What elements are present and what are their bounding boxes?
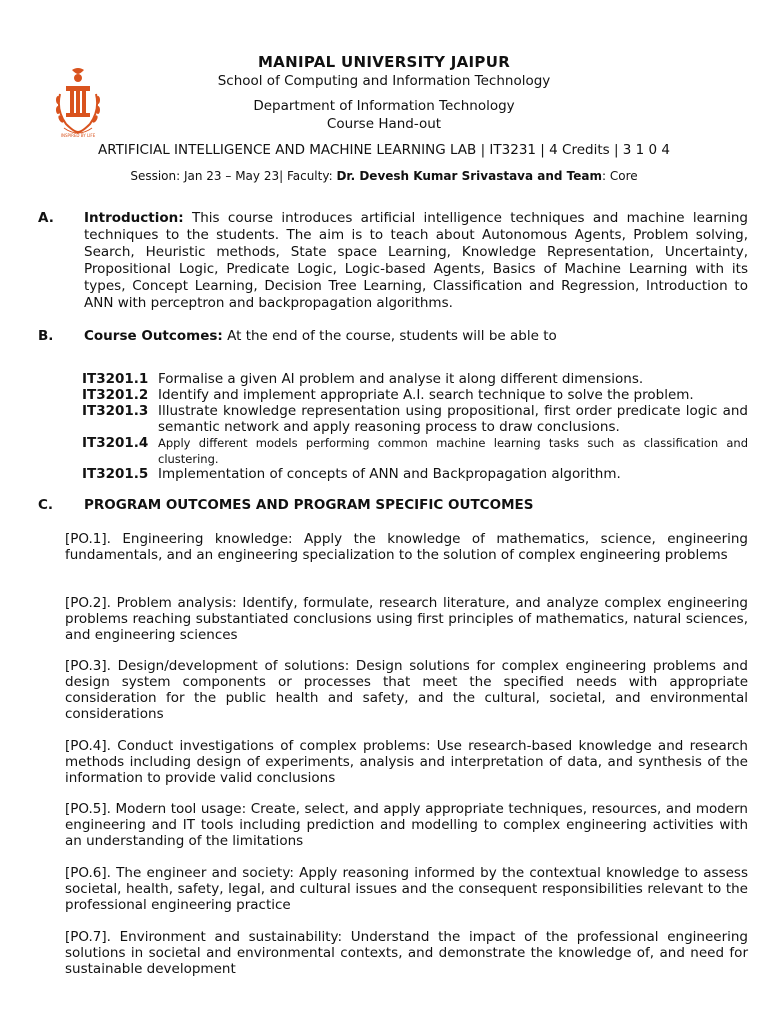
course-outcomes-lead: At the end of the course, students will be able to (222, 328, 557, 344)
svg-text:INSPIRED BY LIFE: INSPIRED BY LIFE (60, 133, 96, 138)
section-letter: C. (38, 497, 54, 513)
introduction-title: Introduction: (84, 210, 184, 226)
session-prefix: Session: Jan 23 – May 23| Faculty: (130, 169, 337, 183)
outcome-code: IT3201.2 (82, 387, 149, 403)
section-letter: B. (38, 328, 54, 344)
outcome-text: Apply different models performing common machine learning tasks such as classification and clustering. (158, 436, 748, 466)
program-outcome-item: [PO.1]. Engineering knowledge: Apply the knowledge of mathematics, science, engineering fundamentals, and an engineering specialization to the solution of complex engineering problems (65, 531, 748, 563)
outcome-text: Formalise a given AI problem and analyse it along different dimensions. (158, 371, 644, 387)
course-outcome-item (82, 403, 748, 435)
program-outcome-item: [PO.5]. Modern tool usage: Create, select, and apply appropriate techniques, resources, and modern engineering and IT tools including prediction and modelling to complex engineering activities with an understanding of the limitations (65, 801, 748, 849)
session-line (0, 169, 768, 183)
outcome-text: Illustrate knowledge representation using propositional, first order predicate logic and semantic network and apply reasoning process to draw conclusions. (158, 403, 748, 435)
section-program-outcomes (38, 497, 534, 513)
program-outcome-item: [PO.7]. Environment and sustainability: Understand the impact of the professional engineering solutions in societal and environmental contexts, and demonstrate the knowledge of, and need for sustainable development (65, 929, 748, 977)
course-outcomes-intro (84, 328, 748, 345)
university-name: MANIPAL UNIVERSITY JAIPUR (257, 53, 511, 71)
department-name: Department of Information Technology (253, 98, 515, 114)
introduction-text (84, 210, 748, 312)
outcome-code: IT3201.1 (82, 371, 149, 387)
outcome-text: Implementation of concepts of ANN and Backpropagation algorithm. (158, 466, 621, 482)
program-outcome-item: [PO.3]. Design/development of solutions: Design solutions for complex engineering problems and design system components or processes that meet the specified needs with appropriate consideration for the public health and safety, and the cultural, societal, and environmental considerations (65, 658, 748, 722)
section-letter: A. (38, 210, 54, 226)
section-course-outcomes (38, 328, 748, 345)
course-line: ARTIFICIAL INTELLIGENCE AND MACHINE LEARNING LAB | IT3231 | 4 Credits | 3 1 0 4 (97, 142, 671, 158)
course-outcome-item (82, 371, 748, 387)
school-name: School of Computing and Information Technology (217, 73, 551, 89)
document-type: Course Hand-out (326, 116, 442, 132)
program-outcomes-title: PROGRAM OUTCOMES AND PROGRAM SPECIFIC OUTCOMES (84, 497, 534, 513)
course-outcome-item (82, 387, 748, 403)
outcome-code: IT3201.4 (82, 435, 149, 451)
outcome-code: IT3201.3 (82, 403, 149, 419)
session-suffix: : Core (602, 169, 638, 183)
course-outcomes-title: Course Outcomes: (84, 328, 223, 344)
course-outcome-item (82, 466, 748, 482)
outcome-code: IT3201.5 (82, 466, 149, 482)
program-outcome-item: [PO.2]. Problem analysis: Identify, formulate, research literature, and analyze complex engineering problems reaching substantiated conclusions using first principles of mathematics, natural sciences, and engineering sciences (65, 595, 748, 643)
outcome-text: Identify and implement appropriate A.I. search technique to solve the problem. (158, 387, 694, 403)
faculty-name: Dr. Devesh Kumar Srivastava and Team (336, 169, 603, 183)
program-outcome-item: [PO.4]. Conduct investigations of complex problems: Use research-based knowledge and research methods including design of experiments, analysis and interpretation of data, and synthesis of the information to provide valid conclusions (65, 738, 748, 786)
course-outcome-item (82, 435, 748, 467)
section-introduction (38, 210, 748, 312)
introduction-body: This course introduces artificial intelligence techniques and machine learning techniques to the students. The aim is to teach about Autonomous Agents, Problem solving, Search, Heuristic methods, State space Learning, Knowledge Representation, Uncertainty, Propositional Logic, Predicate Logic, Logic-based Agents, Basics of Machine Learning with its types, Concept Learning, Decision Tree Learning, Classification and Regression, Introduction to ANN with perceptron and backpropagation algorithms. (84, 210, 748, 311)
program-outcome-item: [PO.6]. The engineer and society: Apply reasoning informed by the contextual knowledge to assess societal, health, safety, legal, and cultural issues and the consequent responsibilities relevant to the professional engineering practice (65, 865, 748, 913)
